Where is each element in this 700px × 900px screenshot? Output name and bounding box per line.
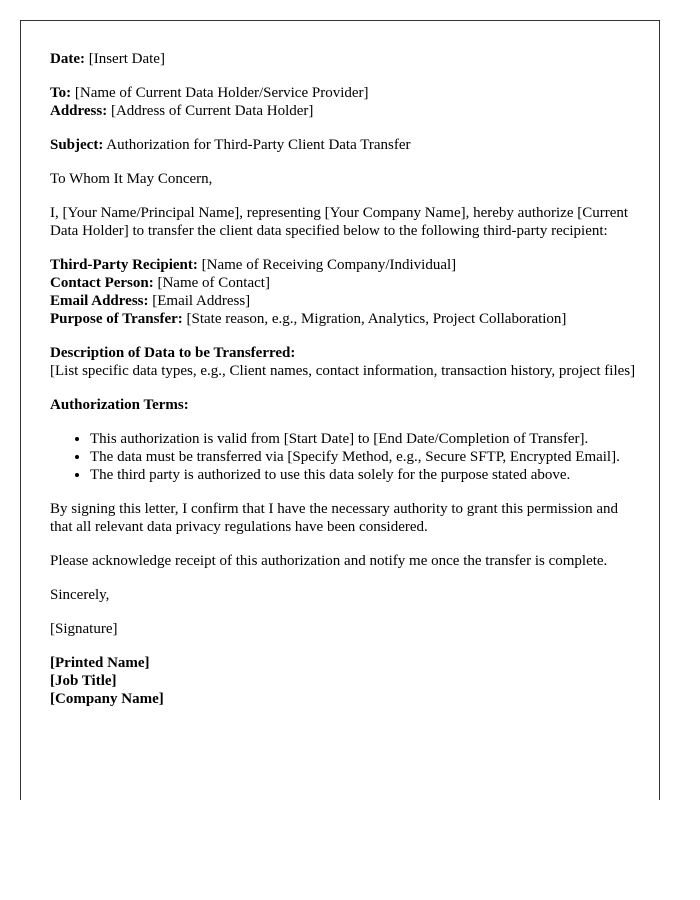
terms-item: • The third party is authorized to use this data solely for the purpose stated above. (90, 466, 640, 484)
address-line (50, 102, 640, 120)
confirmation-paragraph: By signing this letter, I confirm that I have the necessary authority to grant this permission and that all relevant data privacy regulations have been considered. (50, 501, 619, 535)
terms-item: • The data must be transferred via [Specify Method, e.g., Secure SFTP, Encrypted Email]. (90, 448, 640, 466)
recipient-address-block (50, 84, 640, 120)
intro-paragraph: I, [Your Name/Principal Name], representing [Your Company Name], hereby authorize [Current Data Holder] to transfer the client data specified below to the following third-party recipient: (50, 205, 629, 239)
third-party-value: [Name of Receiving Company/Individual] (201, 257, 457, 273)
third-party-line (50, 256, 640, 274)
terms-item: • This authorization is valid from [Start Date] to [End Date/Completion of Transfer]. (90, 430, 640, 448)
signer-block (50, 654, 640, 708)
email-label: Email Address: (50, 293, 149, 309)
date-label: Date: (50, 51, 85, 67)
letter-content (50, 50, 640, 708)
company-name: [Company Name] (50, 691, 164, 707)
data-description-heading-text: Description of Data to be Transferred: (50, 345, 296, 361)
subject-line (50, 136, 640, 154)
third-party-label: Third-Party Recipient: (50, 257, 198, 273)
subject-value: Authorization for Third-Party Client Data Transfer (106, 137, 411, 153)
printed-name: [Printed Name] (50, 655, 150, 671)
data-description-heading (50, 344, 640, 362)
to-value: [Name of Current Data Holder/Service Provider] (74, 85, 369, 101)
to-line (50, 84, 640, 102)
terms-heading (50, 396, 640, 414)
third-party-details (50, 256, 640, 328)
terms-heading-text: Authorization Terms: (50, 397, 189, 413)
letter-page (20, 20, 660, 800)
purpose-value: [State reason, e.g., Migration, Analytics, Project Collaboration] (186, 311, 567, 327)
purpose-label: Purpose of Transfer: (50, 311, 183, 327)
data-description-text: [List specific data types, e.g., Client names, contact information, transaction history, project files] (50, 363, 636, 379)
date-line (50, 50, 640, 68)
terms-list (50, 430, 640, 484)
job-title: [Job Title] (50, 673, 117, 689)
subject-label: Subject: (50, 137, 104, 153)
email-value: [Email Address] (152, 293, 251, 309)
contact-person-line (50, 274, 640, 292)
address-label: Address: (50, 103, 108, 119)
data-description-block (50, 344, 640, 380)
closing: Sincerely, (50, 587, 110, 603)
contact-person-label: Contact Person: (50, 275, 154, 291)
purpose-line (50, 310, 640, 328)
to-label: To: (50, 85, 72, 101)
salutation: To Whom It May Concern, (50, 171, 213, 187)
date-value: [Insert Date] (88, 51, 165, 67)
contact-person-value: [Name of Contact] (157, 275, 270, 291)
acknowledge-paragraph: Please acknowledge receipt of this authorization and notify me once the transfer is complete. (50, 553, 608, 569)
email-line (50, 292, 640, 310)
signature: [Signature] (50, 621, 118, 637)
address-value: [Address of Current Data Holder] (110, 103, 314, 119)
